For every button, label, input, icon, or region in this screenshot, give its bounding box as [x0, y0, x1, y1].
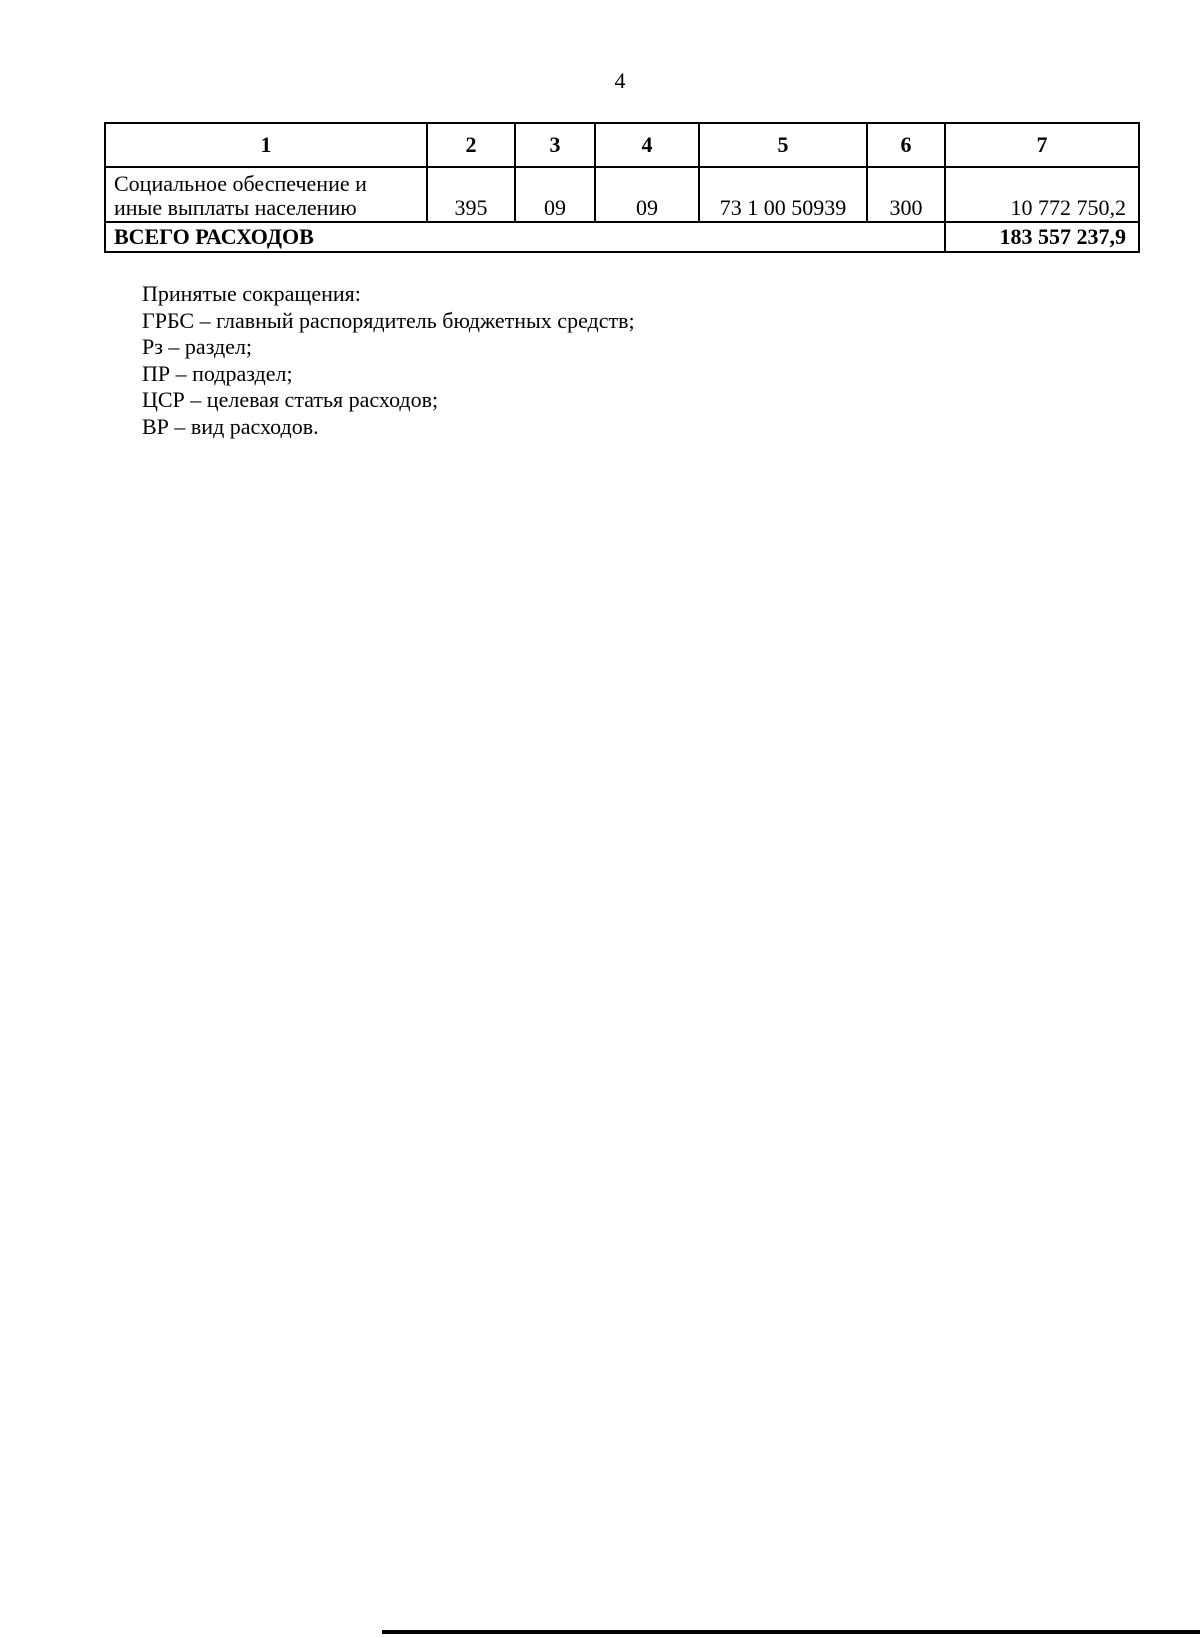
- total-label: ВСЕГО РАСХОДОВ: [105, 222, 945, 252]
- abbreviation-item: Рз – раздел;: [142, 334, 253, 359]
- expense-name-line: Социальное обеспечение и: [114, 171, 367, 196]
- expense-name-cell: [105, 167, 427, 222]
- grbs-cell: 395: [427, 167, 515, 222]
- abbreviation-item: ВР – вид расходов.: [142, 413, 319, 439]
- expense-name-line: иные выплаты населению: [114, 195, 357, 220]
- pr-cell: 09: [595, 167, 699, 222]
- abbreviations-block: [142, 281, 635, 440]
- abbreviation-item: ПР – подраздел;: [142, 360, 293, 386]
- abbreviations-title: Принятые сокращения:: [142, 281, 361, 306]
- vr-cell: 300: [867, 167, 945, 222]
- rz-cell: 09: [515, 167, 595, 222]
- header-cell: 2: [427, 123, 515, 167]
- header-cell: 6: [867, 123, 945, 167]
- header-cell: 5: [699, 123, 867, 167]
- total-row: [105, 222, 1139, 252]
- table-header-row: [105, 123, 1139, 167]
- table-row: [105, 167, 1139, 222]
- total-amount: 183 557 237,9: [945, 222, 1139, 252]
- abbreviation-item: ЦСР – целевая статья расходов;: [142, 387, 439, 412]
- header-cell: 7: [945, 123, 1139, 167]
- csr-cell: 73 1 00 50939: [699, 167, 867, 222]
- abbreviation-item: ГРБС – главный распорядитель бюджетных средств;: [142, 307, 635, 333]
- amount-cell: 10 772 750,2: [945, 167, 1139, 222]
- header-cell: 1: [105, 123, 427, 167]
- header-cell: 3: [515, 123, 595, 167]
- page-number: 4: [614, 68, 626, 93]
- header-cell: 4: [595, 123, 699, 167]
- bottom-scan-edge: [382, 1630, 1200, 1634]
- expenses-table: [104, 122, 1140, 253]
